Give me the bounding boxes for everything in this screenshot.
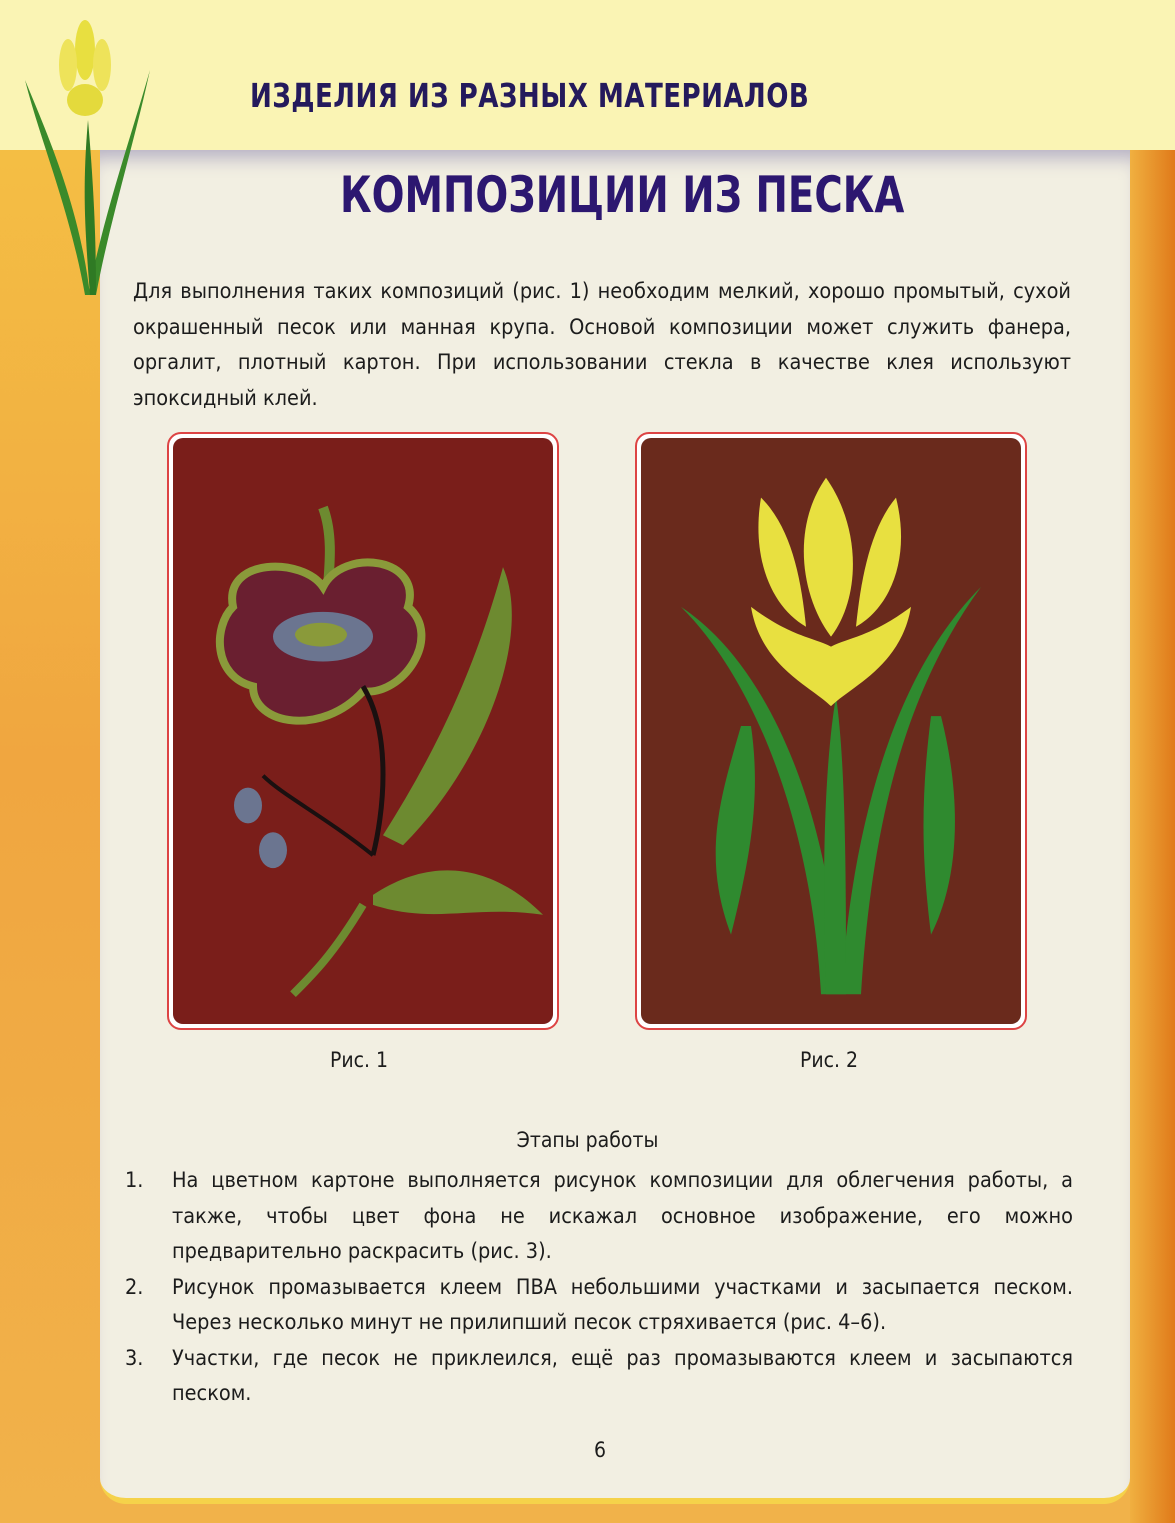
steps-list (125, 1163, 1073, 1412)
step-number: 2. (125, 1274, 144, 1300)
page-number: 6 (593, 1438, 607, 1462)
header-band (0, 0, 1175, 150)
figure-1-caption: Рис. 1 (330, 1048, 389, 1072)
decorative-strip (1130, 150, 1175, 1523)
section-header: ИЗДЕЛИЯ ИЗ РАЗНЫХ МАТЕРИАЛОВ (250, 76, 810, 115)
step-number: 1. (125, 1168, 144, 1193)
step-item (125, 1163, 1073, 1270)
poppy-image (173, 438, 553, 1024)
iris-logo-icon (10, 10, 160, 300)
step-item (125, 1341, 1073, 1412)
page-title: КОМПОЗИЦИИ ИЗ ПЕСКА (340, 166, 905, 224)
step-text: Рисунок промазывается клеем ПВА небольшими участками и засыпается песком. Через несколько минут не прилипший песок стряхивается (рис. 4–6). (172, 1274, 1073, 1335)
step-text: На цветном картоне выполняется рисунок композиции для облегчения работы, а также, чтобы цвет фона не искажал основное изображение, его можно предварительно раскрасить (рис. 3). (172, 1168, 1073, 1264)
steps-heading: Этапы работы (516, 1128, 659, 1152)
figure-2-caption: Рис. 2 (800, 1048, 859, 1072)
iris-image (641, 438, 1021, 1024)
step-number: 3. (125, 1345, 144, 1371)
figure-1-poppy (167, 432, 559, 1030)
step-text: Участки, где песок не приклеился, ещё раз промазываются клеем и засыпаются песком. (172, 1345, 1073, 1406)
step-item (125, 1270, 1073, 1341)
intro-paragraph: Для выполнения таких композиций (рис. 1) необходим мелкий, хорошо промытый, сухой окрашенный песок или манная крупа. Основой композиции может служить фанера, оргалит, плотный картон. При использовании стекла в качестве клея используют эпоксидный клей. (133, 279, 1071, 411)
figure-2-iris (635, 432, 1027, 1030)
